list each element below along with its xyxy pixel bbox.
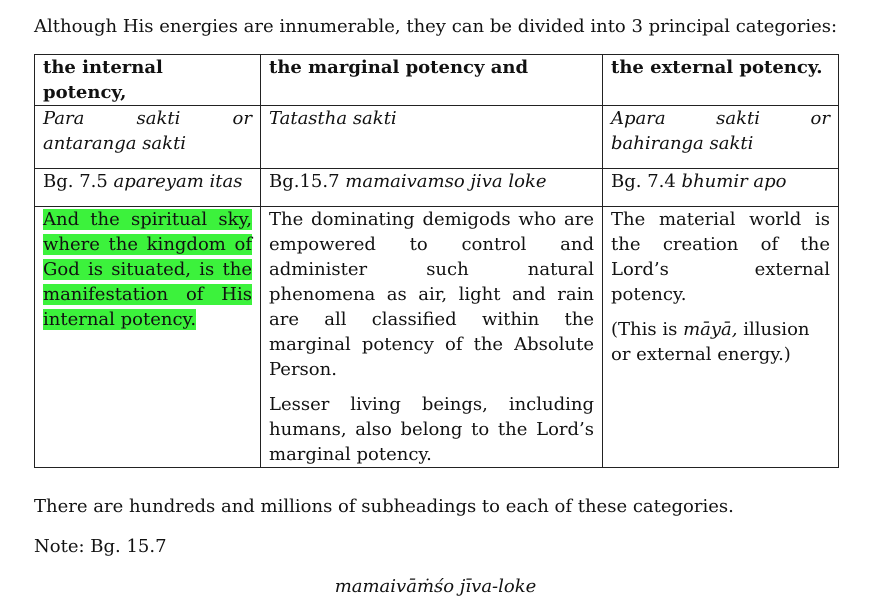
highlighted-text[interactable]: And the spiritual sky, where the kingdom of God is situated, is the manifestation of His internal potency. xyxy=(43,209,252,330)
name-internal-potency: Para sakti or antaranga sakti xyxy=(35,106,261,169)
verse-ref-internal-text: apareyam itas xyxy=(113,171,243,192)
desc-external-maya-term: māyā, xyxy=(683,319,738,340)
closing-text: There are hundreds and millions of subheadings to each of these categories. xyxy=(34,496,734,517)
table-header-row xyxy=(35,55,839,106)
note-text: Note: Bg. 15.7 xyxy=(34,536,167,557)
desc-marginal-paragraph-2: Lesser living beings, including humans, also belong to the Lord’s marginal potency. xyxy=(269,394,594,465)
header-marginal-potency: the marginal potency and xyxy=(261,55,603,106)
desc-external-potency xyxy=(603,207,839,468)
categories-table xyxy=(34,54,839,468)
desc-external-paragraph-1: The material world is the creation of the Lord’s external potency. xyxy=(611,209,830,305)
verse-ref-marginal xyxy=(261,169,603,207)
desc-internal-potency xyxy=(35,207,261,468)
header-external-potency: the external potency. xyxy=(603,55,839,106)
verse-ref-marginal-label: Bg.15.7 xyxy=(269,171,346,192)
intro-text: Although His energies are innumerable, they can be divided into 3 principal categories: xyxy=(34,16,838,37)
verse-ref-external-text: bhumir apo xyxy=(681,171,787,192)
name-external-potency: Apara sakti or bahiranga sakti xyxy=(603,106,839,169)
verse-line: mamaivāṁśo jīva-loke xyxy=(334,576,537,597)
verse-ref-external-label: Bg. 7.4 xyxy=(611,171,682,192)
name-marginal-potency: Tatastha sakti xyxy=(261,106,603,169)
desc-external-paragraph-2 xyxy=(611,317,830,367)
table-verse-row xyxy=(35,169,839,207)
verse-ref-marginal-text: mamaivamso jiva loke xyxy=(345,171,547,192)
desc-external-prefix: (This is xyxy=(611,319,684,340)
desc-marginal-paragraph-1: The dominating demigods who are empowered to control and administer such natural phenomena as air, light and rain are all classified within the marginal potency of the Absolute Person. xyxy=(269,209,594,380)
table-name-row xyxy=(35,106,839,169)
table-description-row xyxy=(35,207,839,468)
header-internal-potency: the internal potency, xyxy=(35,55,261,106)
desc-marginal-potency xyxy=(261,207,603,468)
desc-external-suffix: illusion or external energy.) xyxy=(611,319,810,365)
verse-ref-external xyxy=(603,169,839,207)
verse-ref-internal xyxy=(35,169,261,207)
verse-ref-internal-label: Bg. 7.5 xyxy=(43,171,114,192)
